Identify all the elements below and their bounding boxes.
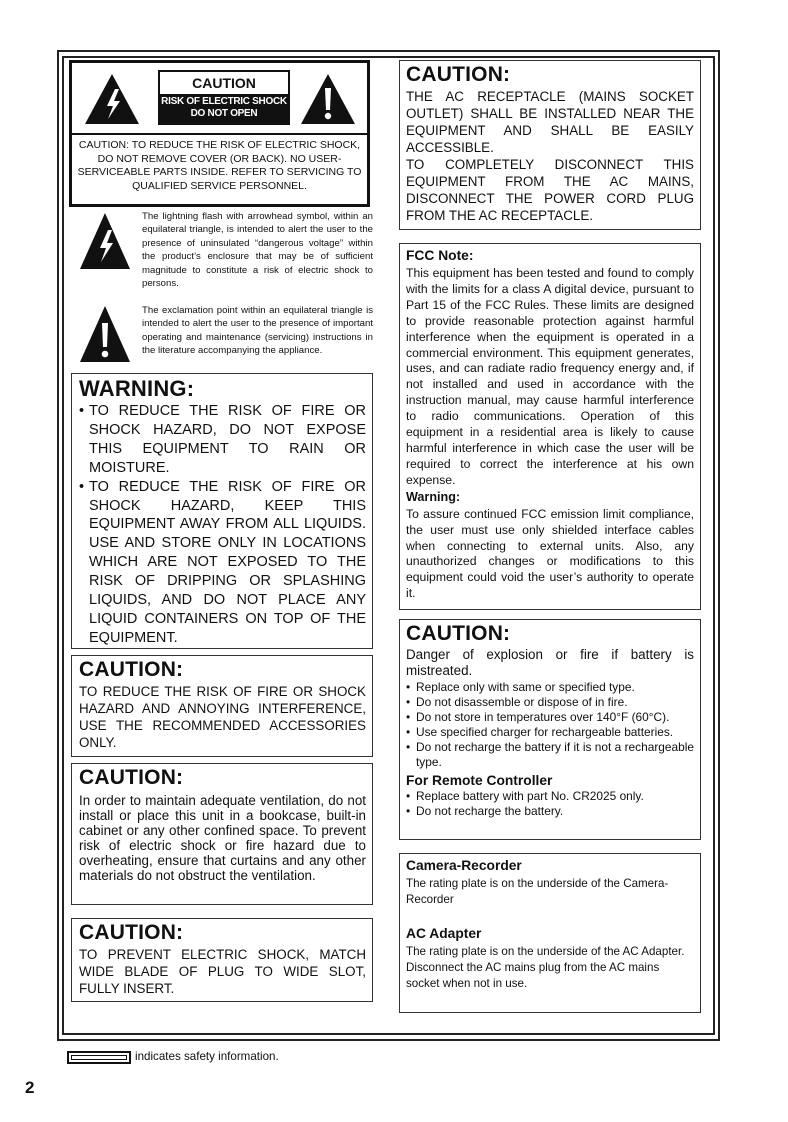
caution-receptacle-text-1: THE AC RECEPTACLE (MAINS SOCKET OUTLET) SHALL BE INSTALLED NEAR THE EQUIPMENT AND SHALL BE EASILY ACCESSIBLE. bbox=[406, 89, 694, 155]
plate-subtitle: RISK OF ELECTRIC SHOCK DO NOT OPEN bbox=[160, 94, 288, 123]
safety-legend-box bbox=[67, 1051, 131, 1064]
caution-plug-text: TO PREVENT ELECTRIC SHOCK, MATCH WIDE BLADE OF PLUG TO WIDE SLOT, FULLY INSERT. bbox=[79, 947, 366, 996]
caution-plate bbox=[158, 70, 290, 125]
fcc-note-text: This equipment has been tested and found to comply with the limits for a class A digital device, pursuant to Part 15 of the FCC Rules. These limits are designed to provide reasonable protection against harmful interference when the equipment is operated in a commercial environment. This equipment generates, uses, and can radiate radio frequency energy and, if not installed and used in accordance with the instruction manual, may cause harmful interference to radio communications. Operation of this equipment in a residential area is likely to cause harmful interference in which case the user will be required to correct the interference at his own expense. bbox=[406, 266, 694, 487]
battery-item bbox=[406, 725, 694, 740]
battery-item-text: Do not disassemble or dispose of in fire. bbox=[416, 695, 628, 709]
remote-item bbox=[406, 804, 694, 819]
bullet: • bbox=[406, 695, 411, 709]
caution-battery-box bbox=[399, 619, 701, 840]
battery-item bbox=[406, 740, 694, 770]
remote-controller-title: For Remote Controller bbox=[406, 773, 553, 788]
remote-item-text: Do not recharge the battery. bbox=[416, 804, 564, 818]
caution-accessories-box bbox=[71, 655, 373, 757]
remote-item bbox=[406, 789, 694, 804]
bullet: • bbox=[406, 804, 411, 818]
bullet: • bbox=[406, 789, 411, 803]
battery-item bbox=[406, 695, 694, 710]
exclamation-symbol-text: The exclamation point within an equilateral triangle is intended to alert the user to the presence of important operating and maintenance (servicing) instructions in the literature accompanying the appliance. bbox=[142, 305, 373, 357]
bullet: • bbox=[406, 680, 411, 694]
bullet: • bbox=[79, 478, 85, 495]
warning-title: WARNING: bbox=[79, 376, 195, 401]
remote-item-text: Replace battery with part No. CR2025 only. bbox=[416, 789, 644, 803]
caution-receptacle-box bbox=[399, 60, 701, 230]
fcc-warning-title: Warning: bbox=[406, 489, 461, 504]
caution-title: CAUTION: bbox=[79, 766, 184, 789]
warning-item bbox=[79, 478, 366, 648]
exclamation-symbol-icon bbox=[79, 305, 131, 363]
bullet: • bbox=[406, 725, 411, 739]
ac-adapter-title: AC Adapter bbox=[406, 926, 482, 941]
safety-legend-text: indicates safety information. bbox=[135, 1050, 279, 1063]
caution-title: CAUTION: bbox=[406, 63, 511, 86]
ac-adapter-disconnect-text: Disconnect the AC mains plug from the AC mains socket when not in use. bbox=[406, 961, 660, 990]
lightning-warning-icon bbox=[84, 73, 140, 125]
fcc-note-title: FCC Note: bbox=[406, 248, 474, 263]
page-number: 2 bbox=[25, 1078, 35, 1097]
battery-item-text: Do not recharge the battery if it is not a rechargeable type. bbox=[416, 740, 694, 769]
battery-item-text: Replace only with same or specified type. bbox=[416, 680, 635, 694]
caution-plug-box bbox=[71, 918, 373, 1002]
warning-box bbox=[71, 373, 373, 649]
caution-label bbox=[69, 60, 370, 207]
battery-item-text: Use specified charger for rechargeable batteries. bbox=[416, 725, 674, 739]
warning-item-text: TO REDUCE THE RISK OF FIRE OR SHOCK HAZARD, DO NOT EXPOSE THIS EQUIPMENT TO RAIN OR MOISTURE. bbox=[89, 403, 366, 476]
battery-item bbox=[406, 680, 694, 695]
ac-adapter-text: The rating plate is on the underside of the AC Adapter. bbox=[406, 945, 685, 958]
warning-item bbox=[79, 402, 366, 478]
caution-accessories-text: TO REDUCE THE RISK OF FIRE OR SHOCK HAZARD AND ANNOYING INTERFERENCE, USE THE RECOMMENDED ACCESSORIES ONLY. bbox=[79, 684, 366, 750]
fcc-note-box bbox=[399, 243, 701, 610]
battery-item bbox=[406, 710, 694, 725]
bullet: • bbox=[406, 740, 411, 754]
remote-list bbox=[406, 789, 694, 819]
fcc-warning-text: To assure continued FCC emission limit compliance, the user must use only shielded interface cables when connecting to external units. Also, any unauthorized changes or modifications to this equipment could void the user’s authority to operate it. bbox=[406, 506, 694, 601]
bullet: • bbox=[79, 403, 85, 419]
lightning-symbol-text: The lightning flash with arrowhead symbol, within an equilateral triangle, is intended to alert the user to the presence of uninsulated “dangerous voltage” within the product’s enclosure that may be of sufficient magnitude to constitute a risk of electric shock to persons. bbox=[142, 211, 373, 290]
battery-list bbox=[406, 680, 694, 770]
label-caution-text: CAUTION: TO REDUCE THE RISK OF ELECTRIC SHOCK, DO NOT REMOVE COVER (OR BACK). NO USER-SERVICEABLE PARTS INSIDE. REFER TO SERVICING TO QUALIFIED SERVICE PERSONNEL. bbox=[72, 133, 367, 193]
battery-intro: Danger of explosion or fire if battery is mistreated. bbox=[406, 647, 694, 678]
caution-receptacle-text-2: TO COMPLETELY DISCONNECT THIS EQUIPMENT FROM THE AC MAINS, DISCONNECT THE POWER CORD PLUG FROM THE AC RECEPTACLE. bbox=[406, 157, 694, 223]
plate-title: CAUTION bbox=[192, 75, 256, 91]
caution-title: CAUTION: bbox=[79, 921, 184, 944]
battery-item-text: Do not store in temperatures over 140°F (60°C). bbox=[416, 710, 670, 724]
camera-recorder-text: The rating plate is on the underside of the Camera-Recorder bbox=[406, 877, 669, 906]
bullet: • bbox=[406, 710, 411, 724]
lightning-symbol-icon bbox=[79, 212, 131, 270]
caution-title: CAUTION: bbox=[406, 622, 511, 645]
camera-recorder-title: Camera-Recorder bbox=[406, 858, 522, 873]
caution-title: CAUTION: bbox=[79, 658, 184, 681]
rating-plate-box bbox=[399, 853, 701, 1013]
caution-ventilation-text: In order to maintain adequate ventilation, do not install or place this unit in a bookcase, built-in cabinet or any other confined space. To prevent risk of electric shock or fire hazard due to overheating, ensure that curtains and any other materials do not obstruct the ventilation. bbox=[79, 793, 366, 883]
warning-item-text: TO REDUCE THE RISK OF FIRE OR SHOCK HAZARD, KEEP THIS EQUIPMENT AWAY FROM ALL LIQUIDS. USE AND STORE ONLY IN LOCATIONS WHICH ARE NOT EXPOSED TO THE RISK OF DRIPPING OR SPLASHING LIQUIDS, AND DO NOT PLACE ANY LIQUID CONTAINERS ON TOP OF THE EQUIPMENT. bbox=[89, 478, 366, 646]
warning-list bbox=[79, 402, 366, 648]
caution-ventilation-box bbox=[71, 763, 373, 905]
exclamation-warning-icon bbox=[300, 73, 356, 125]
